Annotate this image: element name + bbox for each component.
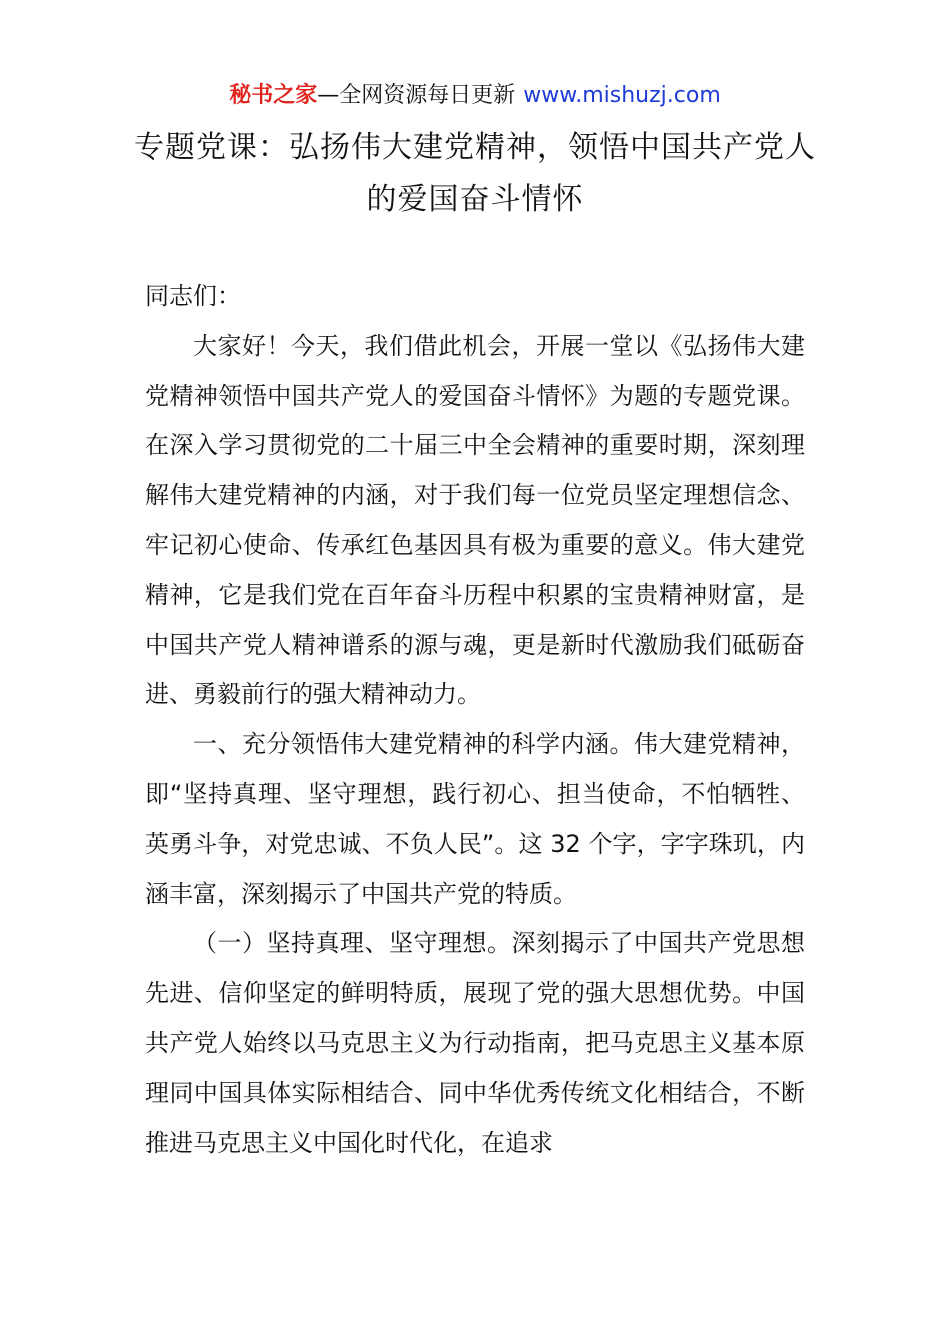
document-body: [145, 272, 805, 1168]
paragraph-subsection-one: （一）坚持真理、坚守理想。深刻揭示了中国共产党思想先进、信仰坚定的鲜明特质，展现了党的强大思想优势。中国共产党人始终以马克思主义为行动指南，把马克思主义基本原理同中国具体实际相结合、同中华优秀传统文化相结合，不断推进马克思主义中国化时代化，在追求: [145, 929, 805, 1157]
site-brand: 秘书之家: [229, 83, 318, 108]
paragraph-intro: 大家好！今天，我们借此机会，开展一堂以《弘扬伟大建党精神领悟中国共产党人的爱国奋斗情怀》为题的专题党课。在深入学习贯彻党的二十届三中全会精神的重要时期，深刻理解伟大建党精神的内涵，对于我们每一位党员坚定理想信念、牢记初心使命、传承红色基因具有极为重要的意义。伟大建党精神，它是我们党在百年奋斗历程中积累的宝贵精神财富，是中国共产党人精神谱系的源与魂，更是新时代激励我们砥砺奋进、勇毅前行的强大精神动力。: [145, 331, 805, 709]
site-url-link[interactable]: www.mishuzj.com: [523, 83, 721, 108]
salutation: 同志们：: [145, 282, 241, 310]
paragraph-section-one: 一、充分领悟伟大建党精神的科学内涵。伟大建党精神，即“坚持真理、坚守理想，践行初心、担当使命，不怕牺牲、英勇斗争，对党忠诚、不负人民”。这 32 个字，字字珠玑，内涵丰富，深刻揭示了中国共产党的特质。: [145, 730, 805, 908]
site-header: [0, 78, 950, 114]
document-title: 专题党课：弘扬伟大建党精神，领悟中国共产党人的爱国奋斗情怀: [134, 130, 816, 217]
site-tagline: —全网资源每日更新: [317, 83, 516, 108]
